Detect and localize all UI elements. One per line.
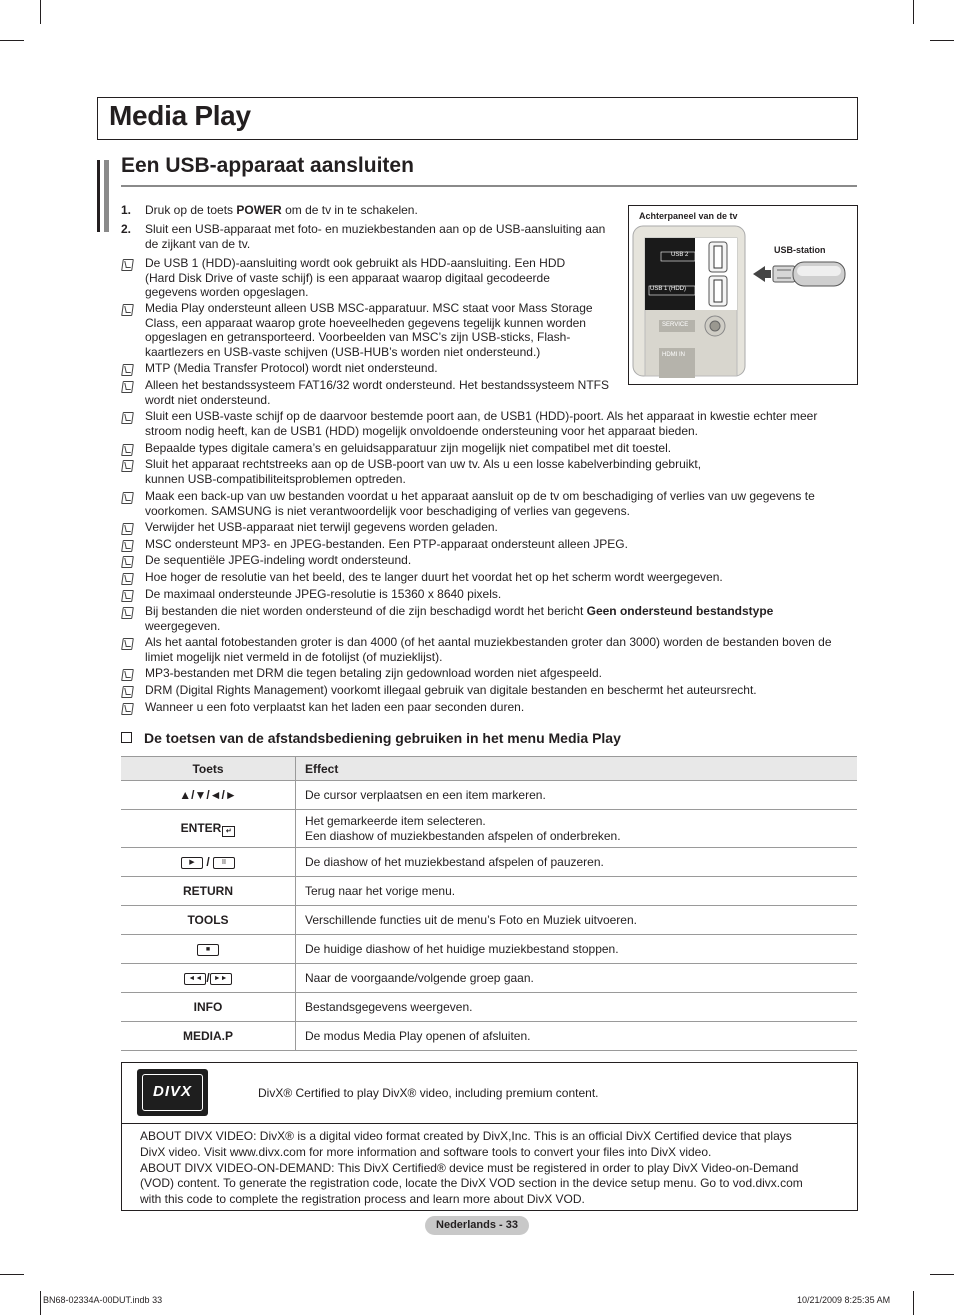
step-line: Sluit een USB-apparaat met foto- en muziekbestanden aan op de USB-aansluiting aan (145, 222, 606, 236)
note-icon (121, 460, 134, 472)
section-bar (104, 160, 109, 232)
note-text (145, 409, 817, 438)
note-line: DRM (Digital Rights Management) voorkomt illegaal gebruik van digitale bestanden en beschermt het auteursrecht. (145, 683, 757, 697)
divider (122, 1123, 857, 1124)
note-message: Geen ondersteund bestandstype (586, 604, 774, 618)
step-text (145, 203, 418, 218)
table-header-effect: Effect (296, 757, 858, 781)
note-icon (121, 364, 134, 376)
key-effect-line: Het gemarkeerde item selecteren. (305, 813, 486, 828)
key-enter (121, 810, 296, 848)
page-title-box (97, 97, 858, 140)
note-text (145, 378, 609, 407)
table-row (121, 906, 857, 935)
table-header-key: Toets (121, 757, 296, 781)
note-text-pre: Bij bestanden die niet worden ondersteund of die zijn beschadigd wordt het bericht (145, 604, 587, 618)
key-effect (296, 935, 858, 964)
port-label-hdmi: HDMI IN (662, 352, 685, 358)
remote-keys-table (121, 756, 857, 1051)
table-row (121, 848, 857, 877)
step-text-post: om de tv in te schakelen. (281, 203, 418, 217)
key-effect-line: Bestandsgegevens weergeven. (305, 999, 473, 1014)
note-text (145, 604, 773, 633)
key-effect (296, 877, 858, 906)
note-text (145, 520, 498, 535)
crop-mark (913, 0, 914, 24)
crop-mark (913, 1291, 914, 1315)
key-rewind-forward: ◄◄ / ►► (121, 964, 296, 993)
table-row (121, 1022, 857, 1051)
key-effect-line: Naar de voorgaande/volgende groep gaan. (305, 970, 534, 985)
key-arrows: ▲/▼/◄/► (121, 781, 296, 810)
note-text (145, 301, 593, 359)
note-icon (121, 590, 134, 602)
note-icon (121, 412, 134, 424)
usb-drive-caption: USB-station (774, 245, 826, 255)
key-enter-label: ENTER (180, 820, 222, 835)
step-text (145, 222, 605, 251)
note-text (145, 489, 815, 518)
page-title: Media Play (109, 100, 251, 131)
divx-logo (137, 1069, 208, 1116)
note-line: Maak een back-up van uw bestanden voordat u het apparaat aansluit op de tv om beschadiging of verlies van uw gegevens te (145, 489, 815, 503)
note-line: Wanneer u een foto verplaatst kan het laden een paar seconden duren. (145, 700, 525, 714)
note-icon (121, 259, 134, 271)
table-row (121, 964, 857, 993)
divx-about-line: ABOUT DIVX VIDEO-ON-DEMAND: This DivX Certified® device must be registered in order to play DivX Video-on-Demand (140, 1160, 799, 1175)
note-line: Class, een apparaat waarop grote hoeveelheden gegevens tegelijk kunnen worden (145, 315, 586, 330)
note-icon (121, 638, 134, 650)
key-effect-line: Een diashow of muziekbestanden afspelen of onderbreken. (305, 828, 621, 843)
table-header-row (121, 757, 857, 781)
note-text (145, 683, 757, 698)
note-icon (121, 703, 134, 715)
note-line: weergegeven. (145, 618, 221, 633)
play-icon: ▶ (181, 857, 203, 869)
divx-about-line: DivX video. Visit www.divx.com for more information and software tools to convert your files into DivX video. (140, 1144, 712, 1159)
table-row (121, 935, 857, 964)
note-icon (121, 607, 134, 619)
enter-icon: ↵ (222, 826, 235, 837)
page-number: Nederlands - 33 (425, 1216, 529, 1235)
note-line: De USB 1 (HDD)-aansluiting wordt ook gebruikt als HDD-aansluiting. Een HDD (145, 256, 566, 270)
key-tools: TOOLS (121, 906, 296, 935)
note-line: Hoe hoger de resolutie van het beeld, des te langer duurt het voordat het op het scherm wordt weergegeven. (145, 570, 723, 584)
note-line: stroom nodig heeft, kan de USB1 (HDD) mogelijk onvoldoende ondersteuning voor het apparaat bieden. (145, 423, 699, 438)
note-icon (121, 304, 134, 316)
note-icon (121, 573, 134, 585)
file-slug: BN68-02334A-00DUT.indb 33 (43, 1295, 163, 1305)
note-line: De sequentiële JPEG-indeling wordt ondersteund. (145, 553, 412, 567)
remote-keys-heading-text: De toetsen van de afstandsbediening gebruiken in het menu Media Play (144, 730, 621, 746)
crop-mark (40, 0, 41, 24)
key-effect (296, 1022, 858, 1051)
section-title: Een USB-apparaat aansluiten (121, 154, 414, 177)
divx-logo-text: DIVX (142, 1074, 203, 1111)
note-line: gegevens worden opgeslagen. (145, 285, 309, 299)
port-label-usb2: USB 2 (671, 252, 689, 258)
step-line: de zijkant van de tv. (145, 236, 251, 251)
note-text (145, 587, 501, 602)
key-effect-line: De modus Media Play openen of afsluiten. (305, 1028, 531, 1043)
note-icon (121, 669, 134, 681)
pause-icon: II (213, 857, 235, 869)
rewind-icon: ◄◄ (184, 973, 206, 985)
note-icon (121, 444, 134, 456)
note-text (145, 700, 524, 715)
rear-panel-figure (628, 205, 858, 385)
key-effect-line: De diashow of het muziekbestand afspelen of pauzeren. (305, 854, 604, 869)
note-icon (121, 523, 134, 535)
note-text (145, 361, 438, 376)
key-effect (296, 906, 858, 935)
note-text (145, 635, 832, 664)
note-text (145, 553, 411, 568)
note-line: wordt niet ondersteund. (145, 392, 271, 407)
crop-mark (0, 1274, 24, 1275)
crop-mark (40, 1291, 41, 1315)
note-text (145, 256, 565, 300)
table-row (121, 781, 857, 810)
table-row (121, 810, 857, 848)
key-info: INFO (121, 993, 296, 1022)
note-icon (121, 556, 134, 568)
key-effect (296, 810, 858, 848)
note-line: Alleen het bestandssysteem FAT16/32 wordt ondersteund. Het bestandssysteem NTFS (145, 378, 610, 392)
port-label-service: SERVICE (662, 322, 689, 328)
note-text (145, 537, 628, 552)
step-key: POWER (236, 203, 282, 217)
step-number: 2. (121, 222, 132, 236)
checkbox-bullet-icon (121, 732, 132, 743)
note-line: kunnen USB-compatibiliteitsproblemen optreden. (145, 471, 406, 486)
note-line: opgeslagen en getransporteerd. Voorbeelden van MSC’s zijn USB-sticks, Flash- (145, 330, 571, 344)
note-icon (121, 381, 134, 393)
note-line: MP3-bestanden met DRM die tegen betaling zijn gedownload worden niet afgespeeld. (145, 666, 602, 680)
note-text (145, 457, 701, 486)
key-effect (296, 964, 858, 993)
step-number: 1. (121, 203, 132, 217)
note-line: Als het aantal fotobestanden groter is dan 4000 (of het aantal muziekbestanden groter dan 3000) worden de bestanden boven de (145, 635, 832, 649)
table-row (121, 877, 857, 906)
section-rule (121, 185, 857, 187)
step-text-pre: Druk op de toets (145, 203, 237, 217)
port-label-usb1: USB 1 (HDD) (650, 286, 687, 292)
key-return: RETURN (121, 877, 296, 906)
note-line: kaartlezers en USB-vaste schijven (USB-HUB’s worden niet ondersteund.) (145, 344, 541, 359)
date-slug: 10/21/2009 8:25:35 AM (797, 1295, 891, 1305)
note-line: Bepaalde types digitale camera’s en geluidsapparatuur zijn mogelijk niet compatibel met dit toestel. (145, 441, 672, 455)
divx-about-line: ABOUT DIVX VIDEO: DivX® is a digital video format created by DivX,Inc. This is an official DivX Certified device that plays (140, 1129, 792, 1143)
divx-box (121, 1062, 858, 1211)
note-line: (Hard Disk Drive of vaste schijf) is een apparaat waarop digitaal gecodeerde (145, 270, 550, 285)
note-line: MSC ondersteunt MP3- en JPEG-bestanden. Een PTP-apparaat ondersteunt alleen JPEG. (145, 537, 628, 551)
key-effect (296, 993, 858, 1022)
note-line (145, 604, 773, 619)
note-line: MTP (Media Transfer Protocol) wordt niet ondersteund. (145, 361, 438, 375)
key-effect-line: Terug naar het vorige menu. (305, 883, 456, 898)
stop-icon: ■ (197, 944, 219, 956)
key-effect-line: Verschillende functies uit de menu’s Foto en Muziek uitvoeren. (305, 912, 637, 927)
note-line: Verwijder het USB-apparaat niet terwijl gegevens worden geladen. (145, 520, 498, 534)
note-icon (121, 492, 134, 504)
key-effect (296, 781, 858, 810)
note-icon (121, 686, 134, 698)
crop-mark (930, 1274, 954, 1275)
divx-certified-text: DivX® Certified to play DivX® video, including premium content. (258, 1086, 599, 1100)
note-line: De maximaal ondersteunde JPEG-resolutie is 15360 x 8640 pixels. (145, 587, 502, 601)
key-play-pause: ▶ / II (121, 848, 296, 877)
crop-mark (0, 40, 24, 41)
figure-caption: Achterpaneel van de tv (639, 211, 738, 221)
note-line: Sluit een USB-vaste schijf op de daarvoor bestemde poort aan, de USB1 (HDD)-poort. Als het apparaat in kwestie echter meer (145, 409, 818, 423)
divx-about-line: with this code to complete the registration process and learn more about DivX VOD. (140, 1192, 585, 1207)
table-row (121, 993, 857, 1022)
crop-mark (930, 40, 954, 41)
key-effect-line: De huidige diashow of het huidige muziekbestand stoppen. (305, 941, 619, 956)
fast-forward-icon: ►► (210, 973, 232, 985)
key-media-p: MEDIA.P (121, 1022, 296, 1051)
note-icon (121, 540, 134, 552)
key-stop (121, 935, 296, 964)
note-line: Sluit het apparaat rechtstreeks aan op de USB-poort van uw tv. Als u een losse kabelverbinding gebruikt, (145, 457, 702, 471)
note-text (145, 570, 723, 585)
divx-about-text (140, 1129, 840, 1208)
note-line: voorkomen. SAMSUNG is niet verantwoordelijk voor beschadiging of verlies van gegevens. (145, 503, 630, 518)
note-text (145, 441, 671, 456)
note-line: Media Play ondersteunt alleen USB MSC-apparatuur. MSC staat voor Mass Storage (145, 301, 593, 315)
note-text (145, 666, 602, 681)
remote-keys-heading (121, 730, 621, 746)
divx-about-line: (VOD) content. To generate the registration code, locate the DivX VOD section in the device setup menu. Go to vod.divx.com (140, 1176, 803, 1191)
key-effect-line: De cursor verplaatsen en een item markeren. (305, 787, 546, 802)
note-line: limiet mogelijk niet vermeld in de fotolijst (of muzieklijst). (145, 649, 443, 664)
key-effect (296, 848, 858, 877)
section-bar (97, 160, 100, 232)
